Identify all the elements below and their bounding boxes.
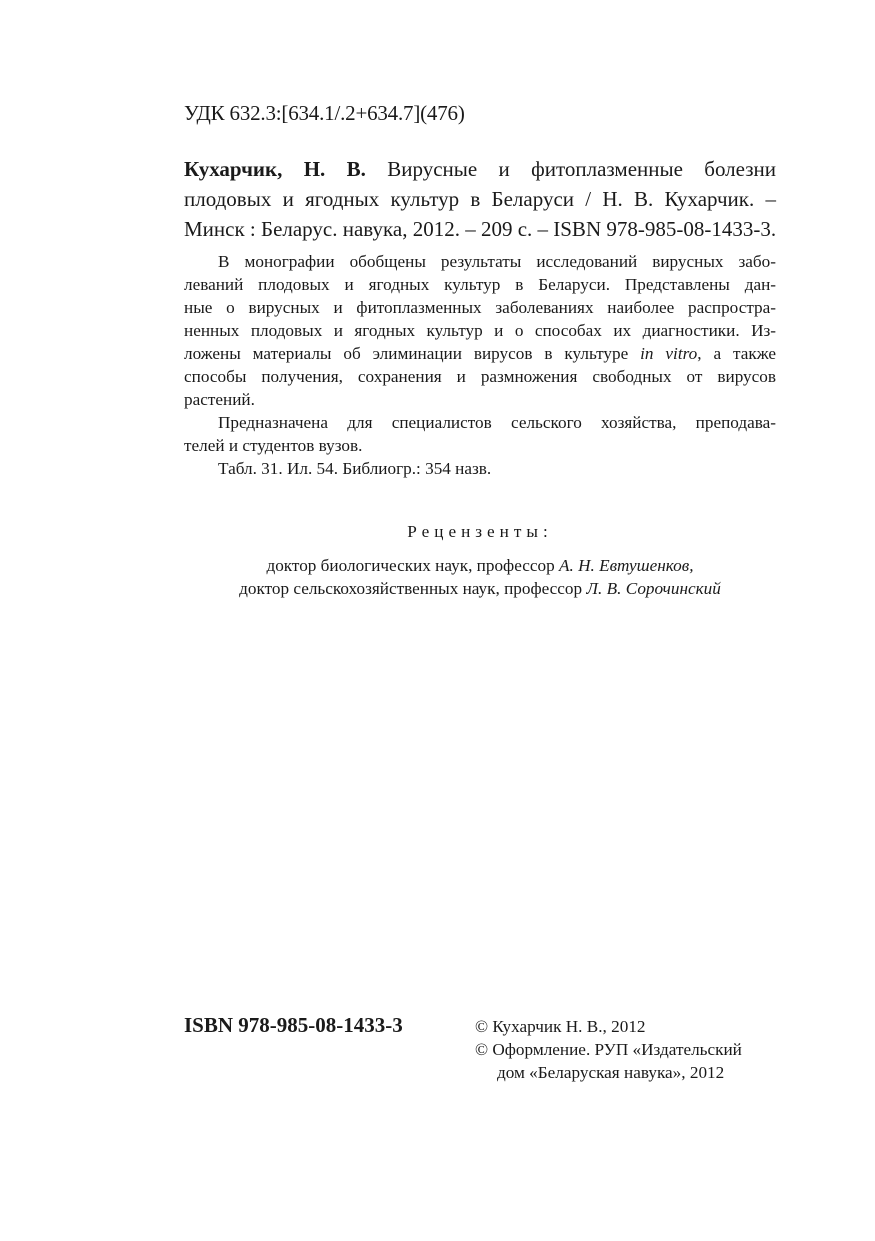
annotation-line: леваний плодовых и ягодных культур в Беларуси. Представлены дан- <box>184 275 776 294</box>
copyright-block <box>475 1015 742 1084</box>
reviewers-heading: Рецензенты: <box>407 522 553 541</box>
biblio-line-2: плодовых и ягодных культур в Беларуси / Н. В. Кухарчик. – <box>184 187 776 211</box>
reviewer-2-name: Л. В. Сорочинский <box>586 579 721 598</box>
annotation-line: телей и студентов вузов. <box>184 436 363 455</box>
annotation-line: растений. <box>184 390 255 409</box>
reviewer-1-name: А. Н. Евтушенков, <box>559 556 694 575</box>
biblio-line-3: Минск : Беларус. навука, 2012. – 209 с. – ISBN 978-985-08-1433-3. <box>184 217 777 241</box>
book-title-start: Вирусные и фитоплазменные болезни <box>365 157 777 181</box>
annotation-line: В монографии обобщены результаты исследований вирусных забо- <box>218 252 776 271</box>
reviewer-2 <box>184 579 776 599</box>
bibliographic-record <box>184 154 776 244</box>
annotation-line: ные о вирусных и фитоплазменных заболеваниях наиболее распростра- <box>184 298 776 317</box>
annotation <box>184 250 776 480</box>
reviewer-1-degree: доктор биологических наук, профессор <box>266 556 559 575</box>
isbn: ISBN 978-985-08-1433-3 <box>184 1013 403 1037</box>
biblio-line-1 <box>184 154 776 184</box>
annotation-text: ложены материалы об элиминации вирусов в культуре <box>184 344 641 363</box>
annotation-line: Предназначена для специалистов сельского хозяйства, преподава- <box>218 413 776 432</box>
annotation-stats: Табл. 31. Ил. 54. Библиогр.: 354 назв. <box>218 459 492 478</box>
annotation-line: ненных плодовых и ягодных культур и о способах их диагностики. Из- <box>184 321 776 340</box>
in-vitro-italic: in vitro <box>640 344 698 363</box>
copyright-design: © Оформление. РУП «Издательский <box>475 1040 742 1059</box>
annotation-line <box>184 342 776 365</box>
udk-code: УДК 632.3:[634.1/.2+634.7](476) <box>184 101 465 125</box>
reviewer-2-degree: доктор сельскохозяйственных наук, профессор <box>239 579 587 598</box>
copyright-publisher: дом «Беларуская навука», 2012 <box>497 1063 725 1082</box>
reviewer-1 <box>184 556 776 576</box>
copyright-author: © Кухарчик Н. В., 2012 <box>475 1017 646 1036</box>
author-name: Кухарчик, Н. В. <box>184 157 366 181</box>
annotation-line: способы получения, сохранения и размножения свободных от вирусов <box>184 367 776 386</box>
annotation-text: , а также <box>697 344 776 363</box>
